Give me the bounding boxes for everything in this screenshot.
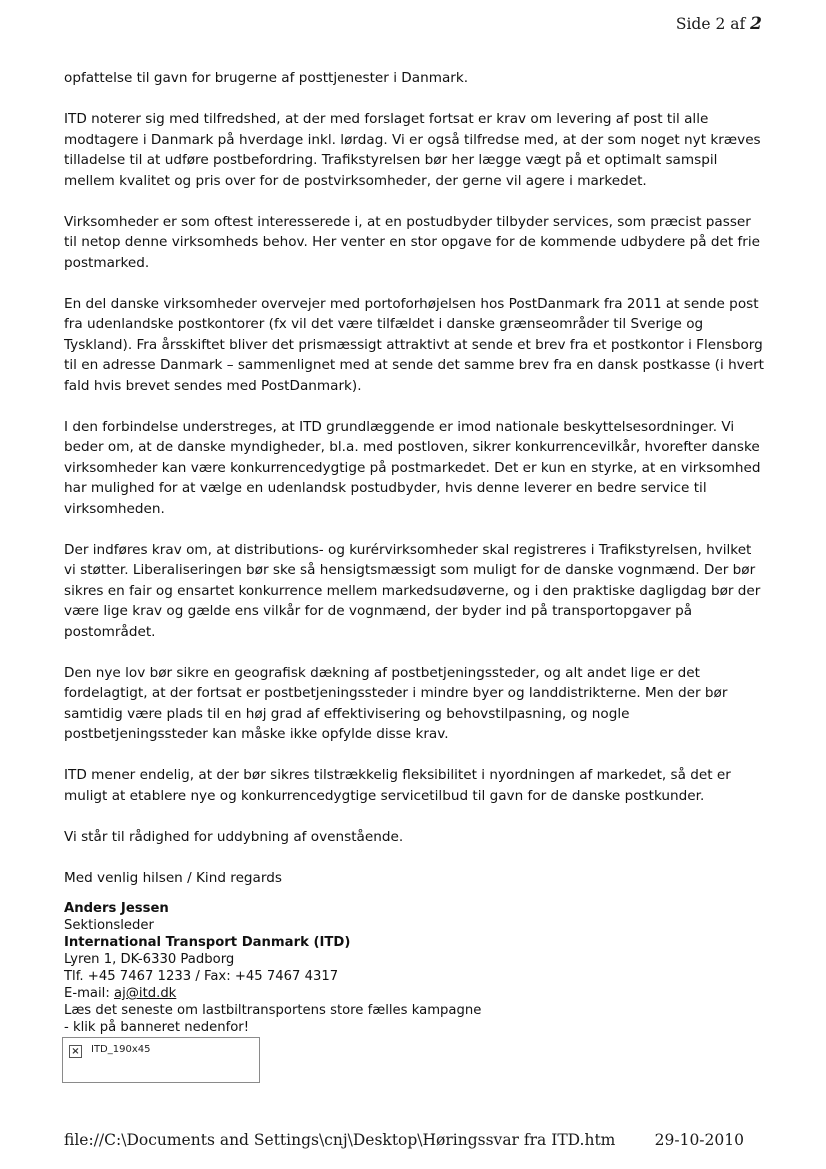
signer-name: Anders Jessen — [64, 901, 169, 916]
page-number — [676, 14, 762, 34]
banner-alt-text: ITD_190x45 — [91, 1044, 151, 1055]
paragraph: ITD mener endelig, at der bør sikres tilstrækkelig fleksibilitet i nyordningen af markedet, så det er muligt at etablere nye og konkurrencedygtige servicetilbud til gavn for de danske postkunder. — [64, 767, 731, 804]
phone-fax: Tlf. +45 7467 1233 / Fax: +45 7467 4317 — [64, 969, 339, 984]
paragraph: opfattelse til gavn for brugerne af posttjenester i Danmark. — [64, 70, 469, 86]
closing-greeting: Med venlig hilsen / Kind regards — [64, 869, 282, 886]
email-line — [64, 985, 764, 1002]
campaign-cta: - klik på banneret nedenfor! — [64, 1020, 250, 1035]
email-link[interactable]: aj@itd.dk — [113, 986, 177, 1001]
campaign-text: Læs det seneste om lastbiltransportens store fælles kampagne — [64, 1003, 482, 1018]
email-label: E-mail: — [64, 986, 114, 1001]
paragraph: Den nye lov bør sikre en geografisk dækning af postbetjeningssteder, og alt andet lige er det fordelagtigt, at der fortsat er postbetjeningssteder i mindre byer og landdistrikterne. Men der bør samtidig være plads til en høj grad af effektivisering og behovstilpasning, og nogle postbetjeningssteder kan måske ikke opfylde disse krav. — [64, 664, 728, 742]
company-name: International Transport Danmark (ITD) — [64, 935, 351, 950]
file-path: file://C:\Documents and Settings\cnj\Desktop\Høringssvar fra ITD.htm — [64, 1131, 616, 1149]
campaign-banner[interactable] — [62, 1037, 260, 1083]
letter-body — [64, 68, 764, 909]
broken-image-icon: × — [69, 1045, 82, 1058]
print-footer — [64, 1131, 744, 1149]
page-label: Side 2 af — [675, 15, 746, 33]
paragraph: Der indføres krav om, at distributions- og kurérvirksomheder skal registreres i Trafikstyrelsen, hvilket vi støtter. Liberaliseringen bør ske så hensigtsmæssigt som muligt for de danske vognmænd. Der bør sikres en fair og ensartet konkurrence mellem markedsudøverne, og i den praktiske dagligdag bør der være lige krav og gælde ens vilkår for de vognmænd, der byder ind på transportopgaver på postområdet. — [64, 541, 761, 640]
page-total-handwritten: 2 — [750, 14, 762, 34]
print-date: 29-10-2010 — [654, 1131, 744, 1149]
paragraph: ITD noterer sig med tilfredshed, at der med forslaget fortsat er krav om levering af post til alle modtagere i Danmark på hverdage inkl. lørdag. Vi er også tilfredse med, at der som noget nyt kræves tilladelse til at udføre postbefordring. Trafikstyrelsen bør her lægge vægt på et optimalt samspil mellem kvalitet og pris over for de postvirksomheder, der gerne vil agere i markedet. — [64, 111, 761, 189]
paragraph: I den forbindelse understreges, at ITD grundlæggende er imod nationale beskyttelsesordninger. Vi beder om, at de danske myndigheder, bl.a. med postloven, sikrer konkurrencevilkår, hvorefter danske virksomheder kan være konkurrencedygtige på postmarkedet. Det er kun en styrke, at en virksomhed har mulighed for at vælge en udenlandsk postudbyder, hvis denne leverer en bedre service til virksomheden. — [64, 418, 761, 517]
signature-block — [64, 900, 764, 1036]
paragraph: En del danske virksomheder overvejer med portoforhøjelsen hos PostDanmark fra 2011 at sende post fra udenlandske postkontorer (fx vil det være tilfældet i danske grænseområder til Sverige og Tyskland). Fra årsskiftet bliver det prismæssigt attraktivt at sende et brev fra et postkontor i Flensborg til en adresse Danmark – sammenlignet med at sende det samme brev fra en dansk postkasse (i hvert fald hvis brevet sendes med PostDanmark). — [64, 295, 765, 394]
company-address: Lyren 1, DK-6330 Padborg — [64, 952, 235, 967]
paragraph: Virksomheder er som oftest interesserede i, at en postudbyder tilbyder services, som præcist passer til netop denne virksomheds behov. Her venter en stor opgave for de kommende udbydere på det frie postmarked. — [64, 213, 761, 271]
signer-title: Sektionsleder — [64, 918, 154, 933]
paragraph: Vi står til rådighed for uddybning af ovenstående. — [64, 828, 404, 845]
